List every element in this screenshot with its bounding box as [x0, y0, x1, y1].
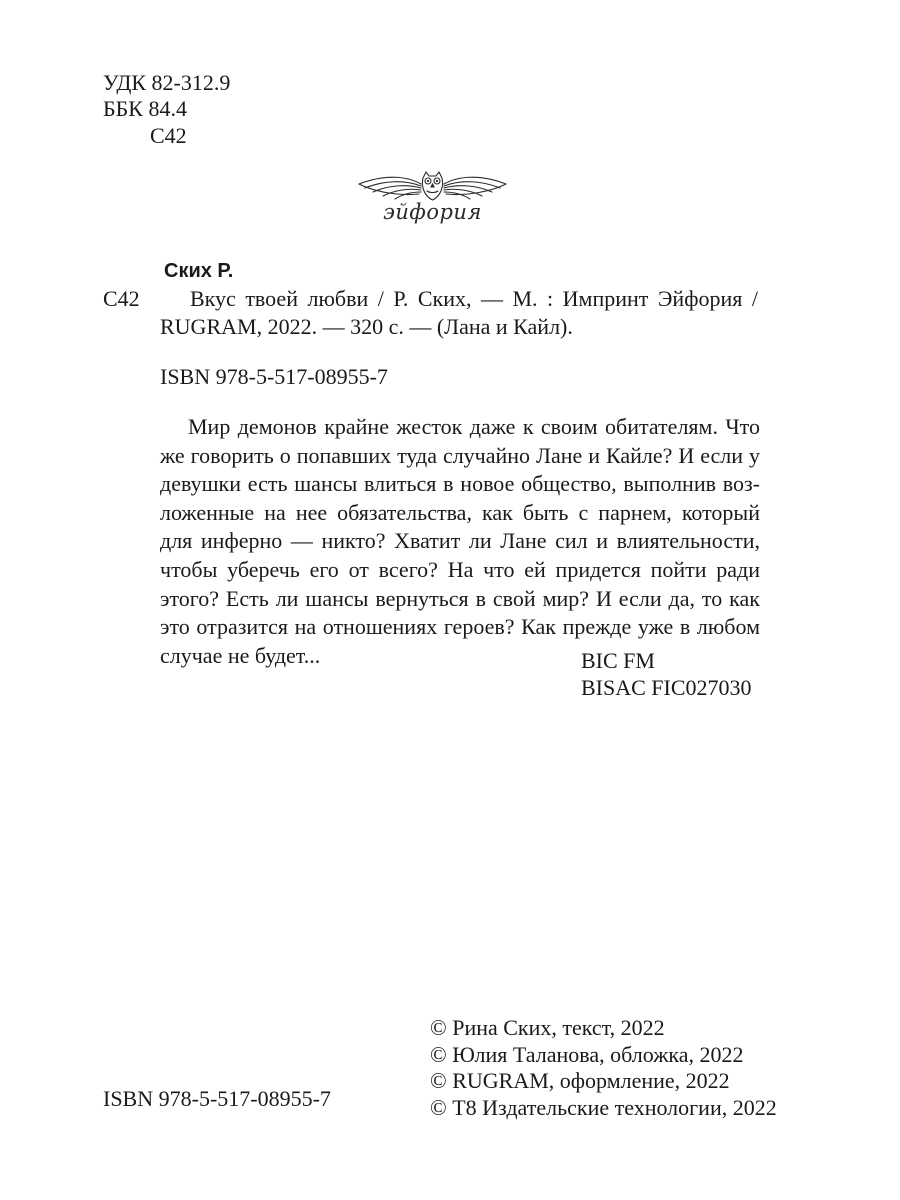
- isbn-bottom: ISBN 978-5-517-08955-7: [103, 1086, 331, 1111]
- publisher-wordmark: эйфория: [383, 200, 482, 224]
- bisac-code: BISAC FIC027030: [581, 675, 752, 700]
- entry-author: Ских Р.: [164, 260, 234, 282]
- entry-author-mark: С42: [103, 286, 140, 311]
- entry-line-1: Вкус твоей любви / Р. Ских, — М. : Импринт Эйфория /: [190, 286, 758, 311]
- annotation-paragraph: Мир демонов крайне жесток даже к своим обитателям. Что же говорить о попавших туда случайно Лане и Кайле? И если у девушки есть шансы влиться в новое общество, выполнив возложенные на нее обязательства, как быть с парнем, который для инферно — никто? Хватит ли Лане сил и влиятельности, чтобы уберечь его от всего? На что ей придется пойти ради этого? Есть ли шансы вернуться в свой мир? И если да, то как это отразится на отношениях героев? Как прежде уже в любом случае не будет...: [160, 414, 760, 668]
- isbn-main: ISBN 978-5-517-08955-7: [160, 364, 388, 389]
- publisher-logo: [355, 166, 510, 232]
- copyright-line: © Рина Ских, текст, 2022: [430, 1015, 665, 1040]
- copyright-line: © Юлия Таланова, обложка, 2022: [430, 1041, 744, 1067]
- copyright-line: © RUGRAM, оформление, 2022: [430, 1068, 730, 1093]
- udk-code: УДК 82-312.9: [103, 70, 231, 95]
- bbk-code: ББК 84.4: [103, 96, 187, 121]
- bic-code: BIC FM: [581, 648, 655, 673]
- copyright-line: © Т8 Издательские технологии, 2022: [430, 1094, 777, 1120]
- author-mark: С42: [150, 123, 187, 148]
- copyright-list: [430, 1015, 777, 1121]
- entry-line-2: RUGRAM, 2022. — 320 с. — (Лана и Кайл).: [160, 314, 573, 339]
